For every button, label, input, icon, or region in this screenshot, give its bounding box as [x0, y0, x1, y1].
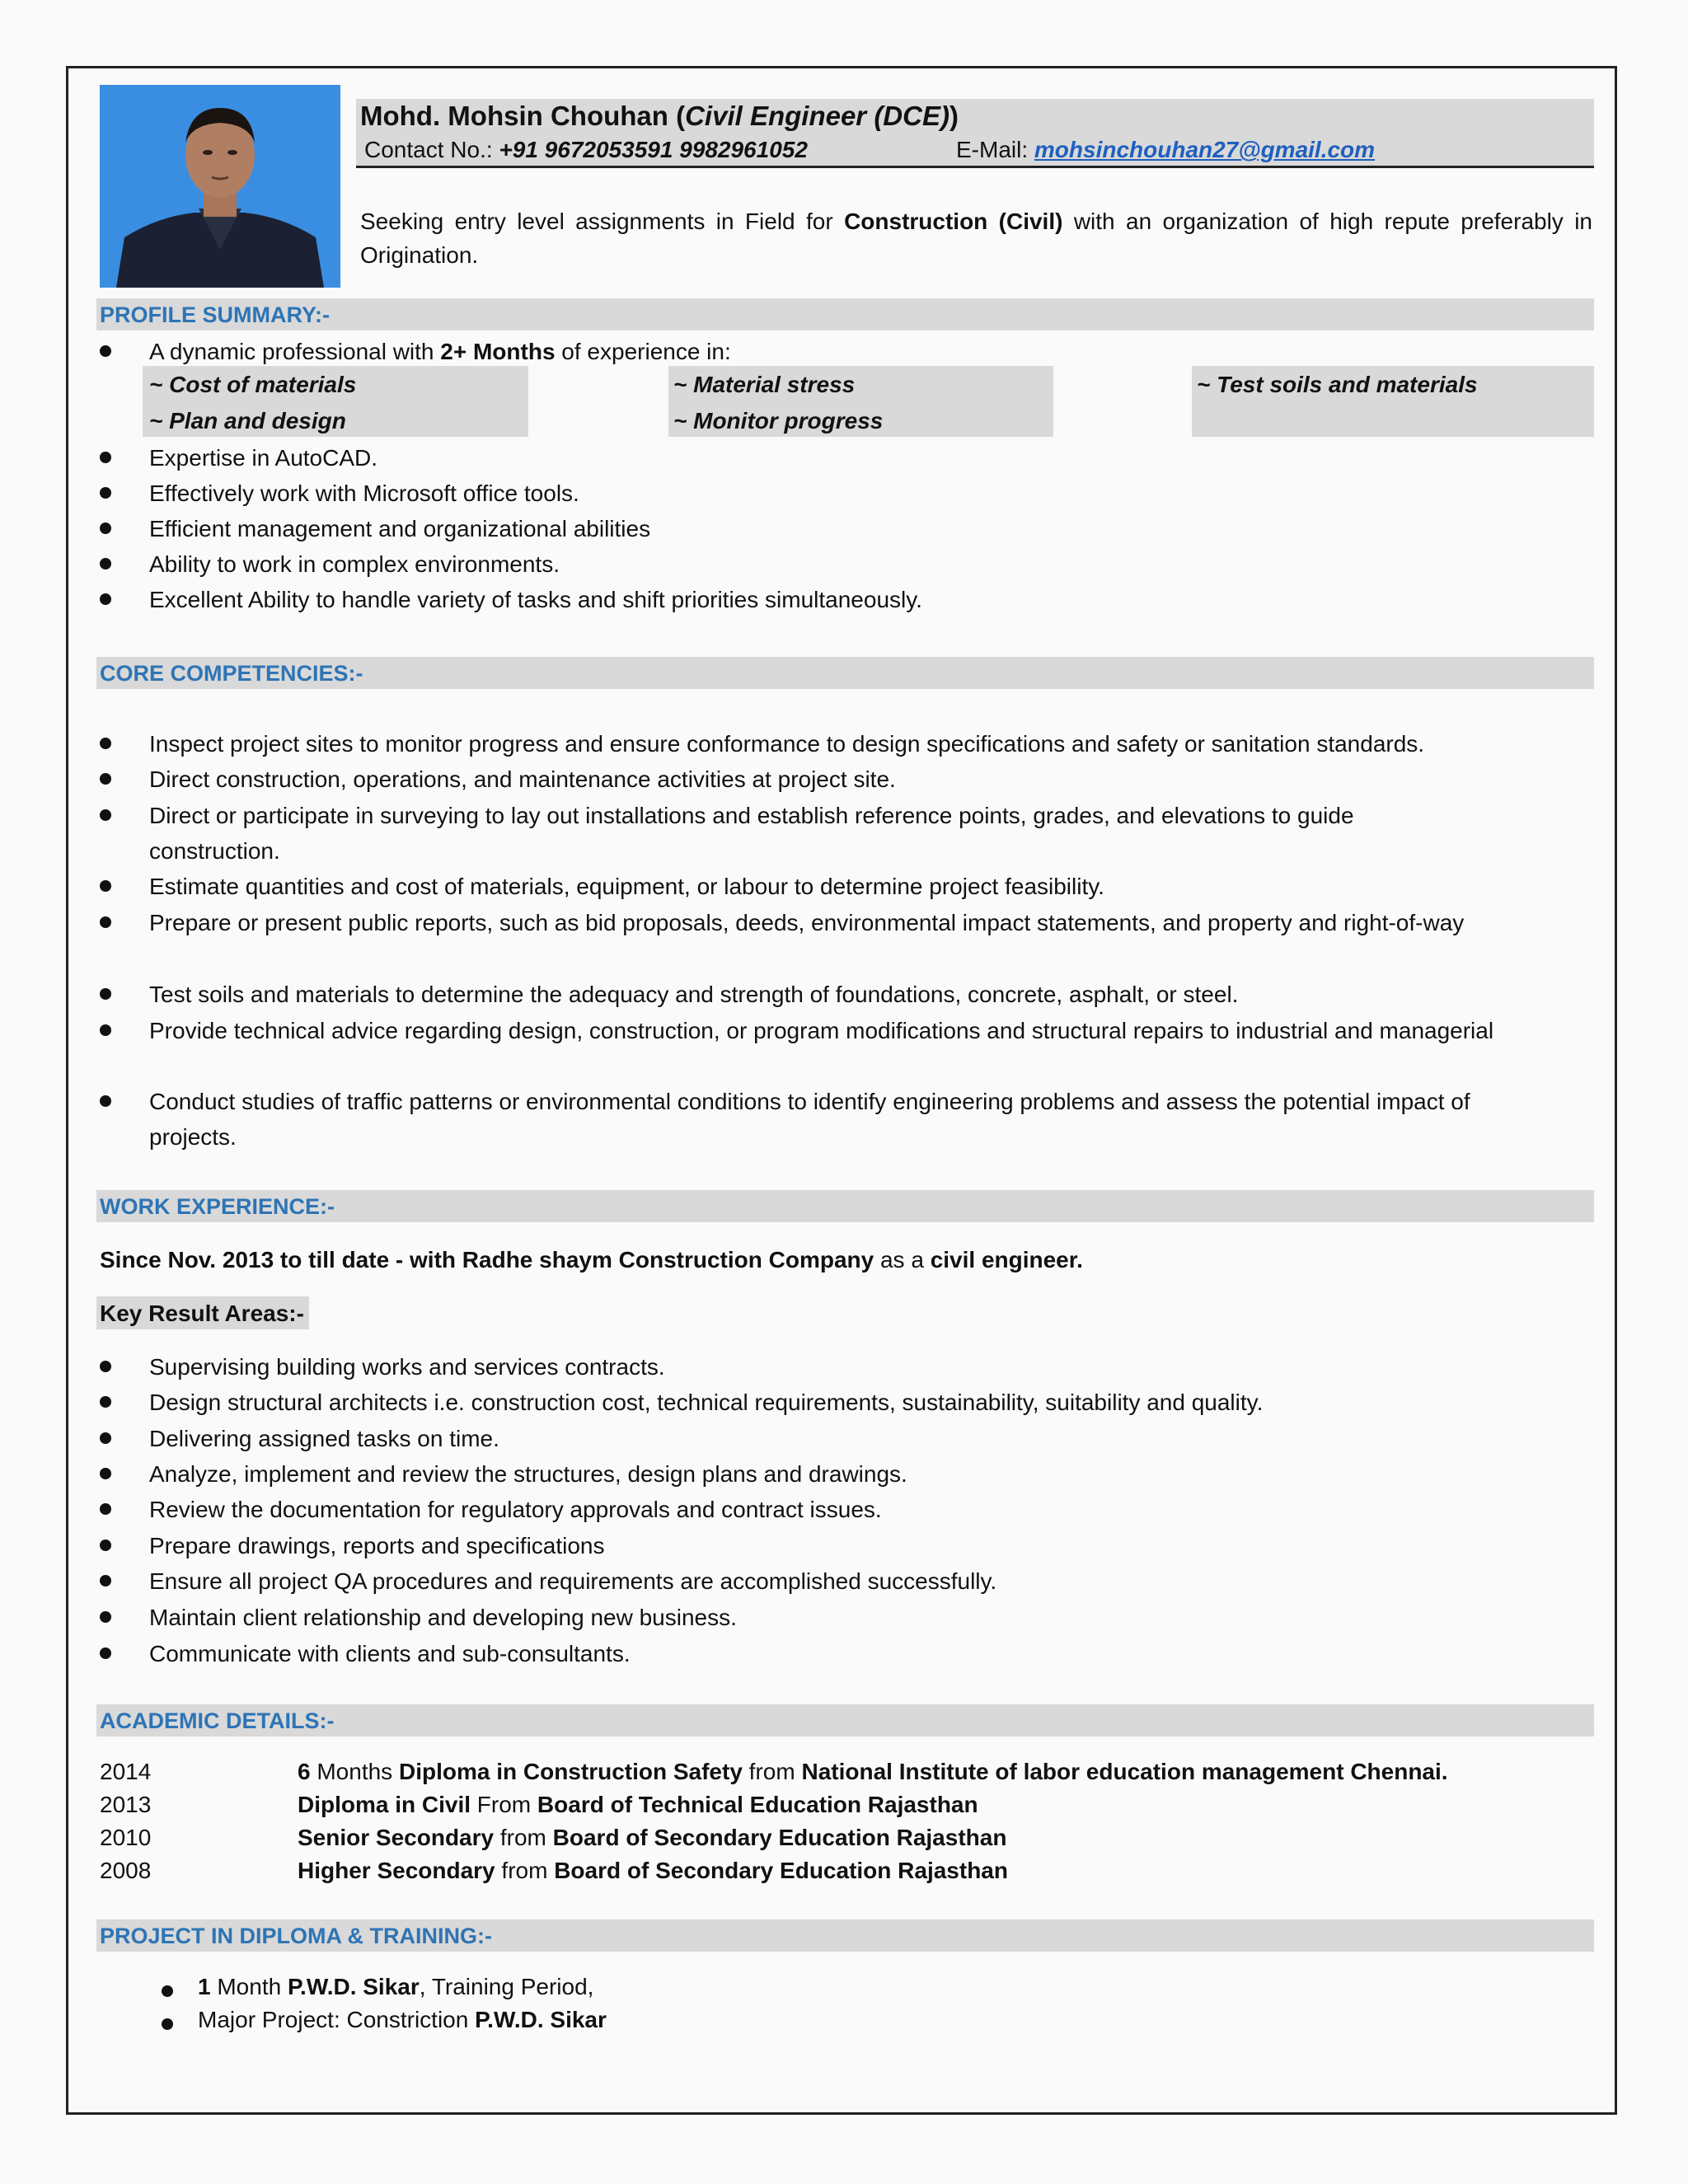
- section-heading-work: WORK EXPERIENCE:-: [96, 1190, 1594, 1222]
- bullet-icon: [100, 1540, 111, 1551]
- bullet-icon: [100, 1611, 111, 1623]
- skill-item: ~ Material stress: [673, 372, 856, 397]
- academic-detail: 6 Months Diploma in Construction Safety from National Institute of labor education management Chennai.: [298, 1759, 1448, 1784]
- section-heading-academic: ACADEMIC DETAILS:-: [96, 1704, 1594, 1736]
- bullet-icon: [100, 1361, 111, 1372]
- bullet-icon: [100, 558, 111, 569]
- bullet-icon: [100, 345, 111, 357]
- academic-detail: Diploma in Civil From Board of Technical Education Rajasthan: [298, 1792, 978, 1817]
- bullet-icon: [100, 809, 111, 821]
- email-line: E-Mail: mohsinchouhan27@gmail.com: [956, 137, 1376, 162]
- bullet-icon: [162, 1985, 173, 1997]
- skill-item: ~ Test soils and materials: [1197, 372, 1478, 397]
- candidate-name: Mohd. Mohsin Chouhan (Civil Engineer (DCE)): [360, 101, 959, 131]
- email-link[interactable]: mohsinchouhan27@gmail.com: [1034, 137, 1376, 162]
- section-heading-project: PROJECT IN DIPLOMA & TRAINING:-: [96, 1919, 1594, 1952]
- skill-item: ~ Cost of materials: [149, 372, 357, 397]
- bullet-icon: [100, 523, 111, 534]
- academic-year: 2013: [100, 1792, 152, 1817]
- bullet-icon: [100, 452, 111, 463]
- bullet-icon: [100, 1468, 111, 1479]
- career-objective: Seeking entry level assignments in Field for Construction (Civil) with an organization of high repute preferably in Origination.: [360, 209, 1592, 268]
- skill-item: ~ Monitor progress: [673, 408, 884, 434]
- bullet-icon: [100, 1024, 111, 1036]
- bullet-icon: [100, 1095, 111, 1107]
- profile-photo: [100, 85, 340, 288]
- bullet-icon: [100, 1647, 111, 1659]
- bullet-icon: [100, 988, 111, 1000]
- bullet-icon: [100, 773, 111, 785]
- section-heading-core: CORE COMPETENCIES:-: [96, 657, 1594, 689]
- contact-numbers: Contact No.: +91 9672053591 9982961052: [364, 137, 808, 162]
- bullet-icon: [100, 1575, 111, 1586]
- bullet-icon: [100, 1396, 111, 1408]
- academic-year: 2014: [100, 1759, 152, 1784]
- key-result-areas-heading: Key Result Areas:-: [96, 1296, 309, 1329]
- bullet-icon: [100, 593, 111, 605]
- work-summary: Since Nov. 2013 to till date - with Radhe shaym Construction Company as a civil engineer.: [100, 1247, 1083, 1272]
- academic-year: 2010: [100, 1825, 152, 1850]
- bullet-icon: [100, 1503, 111, 1515]
- bullet-icon: [100, 487, 111, 499]
- section-heading-profile: PROFILE SUMMARY:-: [96, 298, 1594, 330]
- skill-item: ~ Plan and design: [149, 408, 346, 434]
- bullet-icon: [100, 738, 111, 749]
- bullet-icon: [100, 880, 111, 892]
- bullet-icon: [162, 2018, 173, 2030]
- academic-detail: Higher Secondary from Board of Secondary Education Rajasthan: [298, 1858, 1008, 1883]
- bullet-icon: [100, 1432, 111, 1444]
- bullet-icon: [100, 916, 111, 928]
- academic-detail: Senior Secondary from Board of Secondary Education Rajasthan: [298, 1825, 1007, 1850]
- academic-year: 2008: [100, 1858, 152, 1883]
